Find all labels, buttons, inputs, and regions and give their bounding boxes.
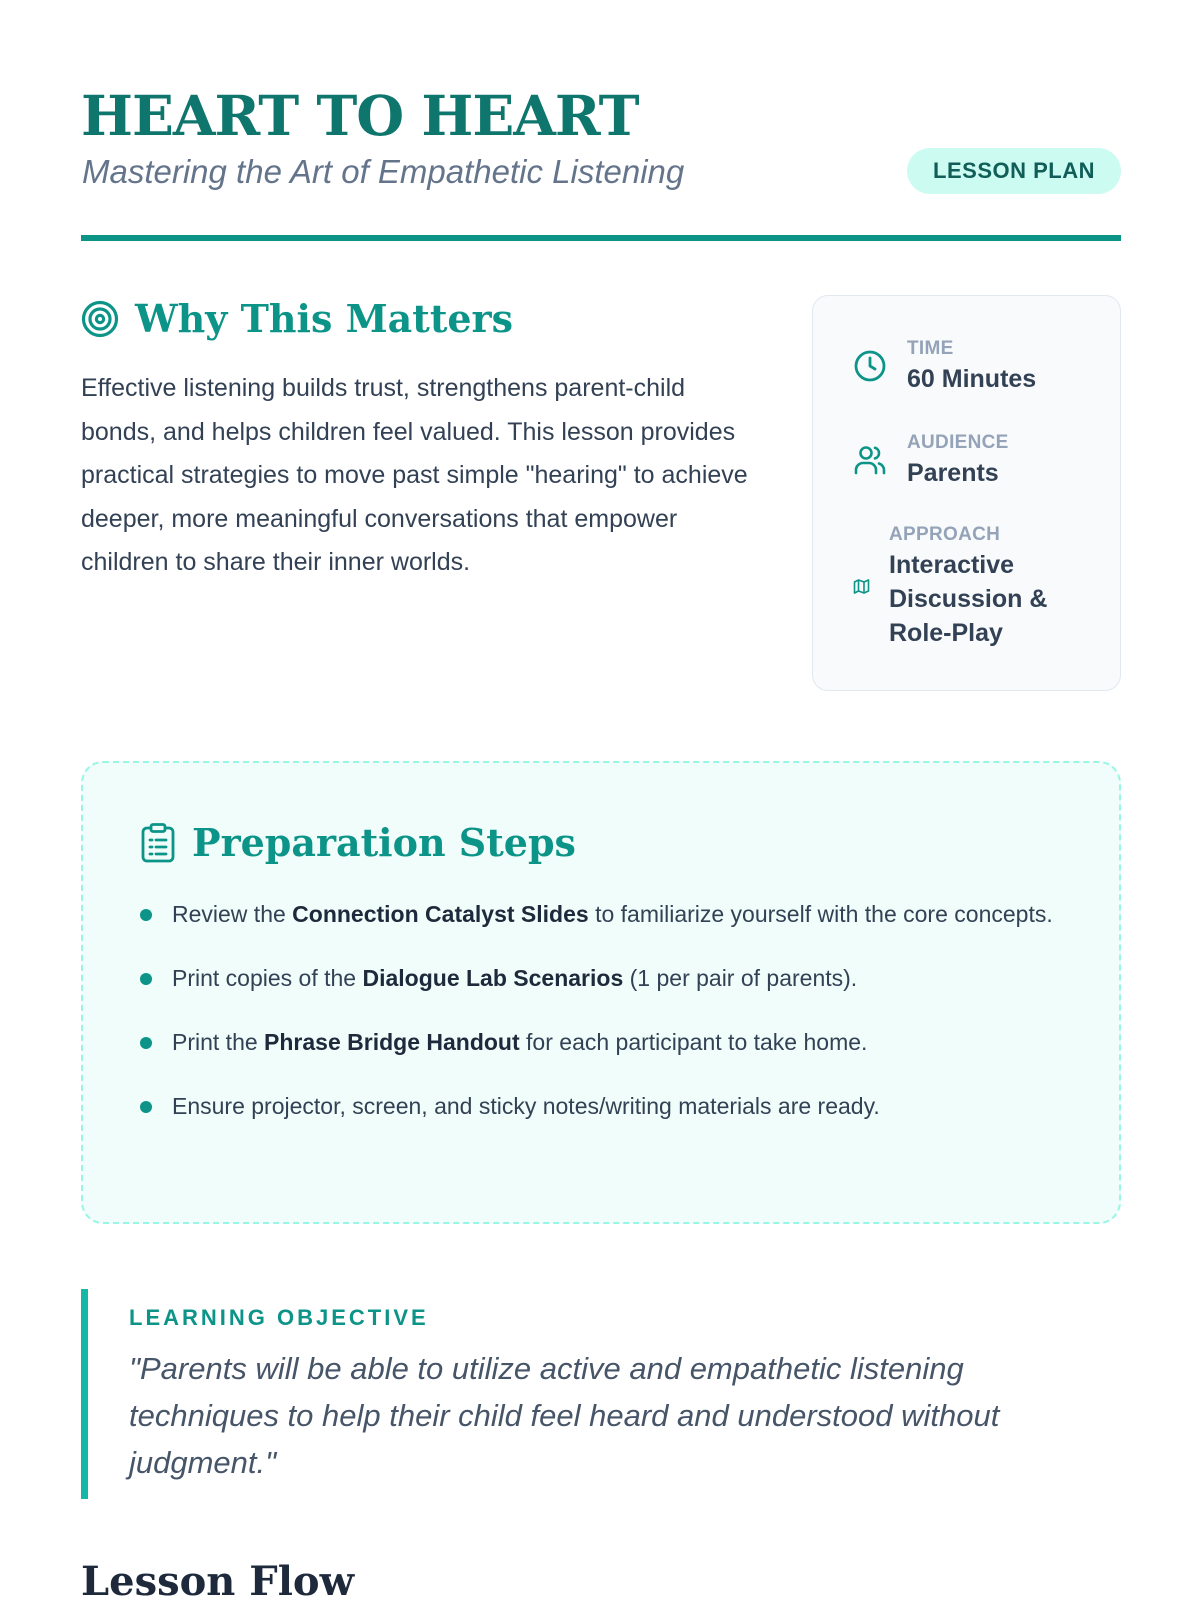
info-time-label: TIME (907, 338, 954, 359)
lesson-plan-badge: LESSON PLAN (907, 148, 1121, 194)
info-time-text (907, 336, 1036, 396)
info-approach-value: Interactive Discussion & Role-Play (889, 551, 1048, 647)
page-title: HEART TO HEART (81, 83, 639, 148)
prep-list (140, 895, 1060, 1126)
objective-quote: "Parents will be able to utilize active and empathetic listening techniques to help their child feel heard and understood without judgment." (129, 1351, 1000, 1480)
lesson-plan-page (81, 0, 1121, 1600)
lesson-flow-heading: Lesson Flow (81, 1558, 355, 1600)
info-approach-text (889, 522, 1089, 650)
info-audience-value: Parents (907, 459, 999, 487)
objective-label: LEARNING OBJECTIVE (129, 1305, 429, 1330)
info-audience (853, 430, 1009, 490)
prep-heading: Preparation Steps (192, 820, 576, 865)
clipboard-icon (140, 823, 176, 863)
item-text: Print the (172, 1029, 265, 1055)
header-divider (81, 235, 1121, 241)
preparation-steps-section (81, 761, 1121, 1224)
item-text: (1 per pair of parents). (623, 965, 858, 991)
why-heading: Why This Matters (135, 296, 513, 341)
info-time (853, 336, 1036, 396)
why-body-text: Effective listening builds trust, strengthens parent-child bonds, and helps children feel valued. This lesson provides practical strategies to move past simple "hearing" to achieve deeper, more meaningful conversations that empower children to share their inner worlds. (81, 374, 748, 576)
info-audience-text (907, 430, 1009, 490)
info-time-value: 60 Minutes (907, 365, 1037, 393)
info-approach (853, 522, 1089, 650)
lesson-info-card (812, 295, 1121, 691)
prep-heading-row (140, 820, 576, 866)
item-bold-text: Connection Catalyst Slides (292, 901, 589, 927)
learning-objective (81, 1289, 1121, 1499)
list-item (140, 895, 1060, 934)
page-subtitle: Mastering the Art of Empathetic Listening (82, 153, 685, 190)
clock-icon (853, 349, 887, 383)
item-text: Print copies of the (172, 965, 363, 991)
why-heading-row (81, 296, 761, 342)
header (81, 83, 1121, 242)
info-approach-label: APPROACH (889, 524, 1001, 545)
map-icon (853, 578, 870, 595)
list-item (140, 1087, 1060, 1126)
item-text: Review the (172, 901, 293, 927)
item-text: for each participant to take home. (519, 1029, 868, 1055)
list-item (140, 959, 1060, 998)
users-icon (853, 443, 887, 477)
target-icon (81, 300, 119, 338)
item-bold-text: Phrase Bridge Handout (264, 1029, 520, 1055)
list-item (140, 1023, 1060, 1062)
item-bold-text: Dialogue Lab Scenarios (362, 965, 624, 991)
info-audience-label: AUDIENCE (907, 432, 1009, 453)
item-text: Ensure projector, screen, and sticky notes/writing materials are ready. (172, 1093, 880, 1119)
item-text: to familiarize yourself with the core concepts. (588, 901, 1053, 927)
why-this-matters-section (81, 296, 761, 585)
